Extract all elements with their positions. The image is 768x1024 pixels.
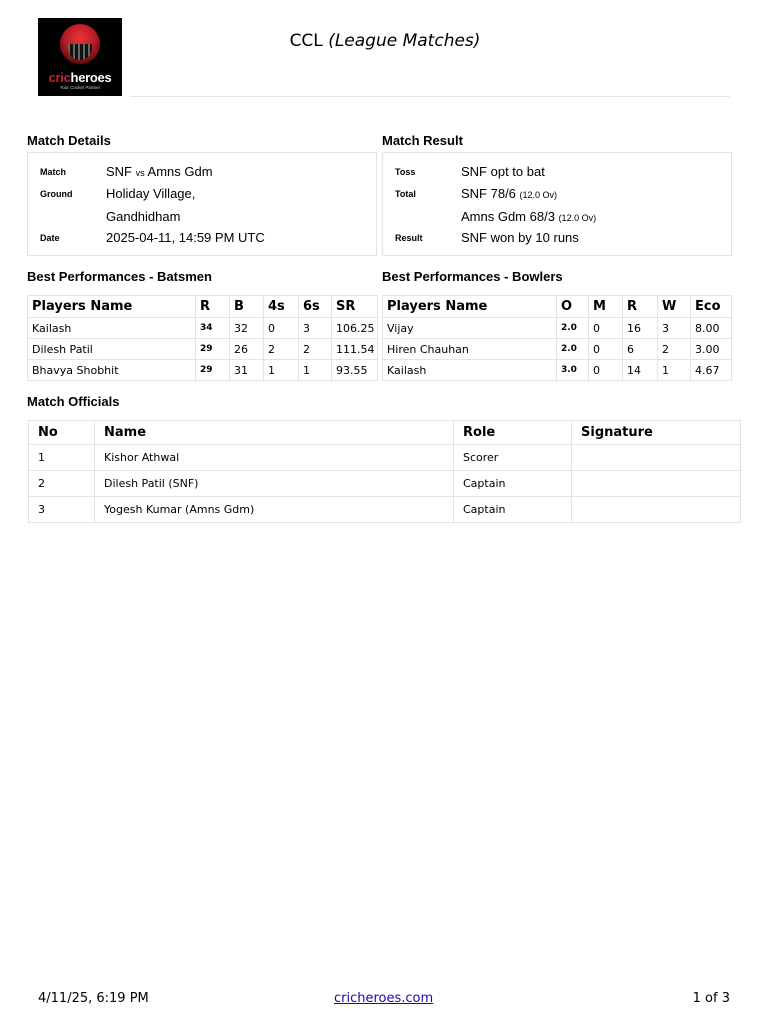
official-no: 3 <box>29 497 95 523</box>
col-strike-rate: SR <box>332 296 378 318</box>
runs: 29 <box>196 339 230 360</box>
runs: 14 <box>623 360 658 381</box>
match-result-title: Match Result <box>382 133 463 148</box>
table-row <box>383 339 732 360</box>
strike-rate: 106.25 <box>332 318 378 339</box>
cricheroes-logo <box>38 18 122 96</box>
col-maidens: M <box>589 296 623 318</box>
economy: 8.00 <box>691 318 732 339</box>
economy: 4.67 <box>691 360 732 381</box>
result-value: SNF won by 10 runs <box>461 230 579 245</box>
strike-rate: 93.55 <box>332 360 378 381</box>
table-row <box>28 339 378 360</box>
player-name: Dilesh Patil <box>28 339 196 360</box>
wickets: 3 <box>658 318 691 339</box>
officials-header-row <box>29 421 741 445</box>
col-runs: R <box>623 296 658 318</box>
total-team-b: Amns Gdm 68/3 (12.0 Ov) <box>461 209 597 224</box>
total-label: Total <box>395 189 416 199</box>
footer-link-wrap <box>334 991 433 1006</box>
overs: 2.0 <box>557 339 589 360</box>
strike-rate: 111.54 <box>332 339 378 360</box>
player-name: Kailash <box>383 360 557 381</box>
table-row <box>28 318 378 339</box>
bowlers-header-row <box>383 296 732 318</box>
bowlers-table <box>382 295 732 381</box>
batsmen-header-row <box>28 296 378 318</box>
sixes: 3 <box>299 318 332 339</box>
economy: 3.00 <box>691 339 732 360</box>
batsmen-title: Best Performances - Batsmen <box>27 269 212 284</box>
table-row <box>29 497 741 523</box>
ground-value-line2: Gandhidham <box>106 209 181 224</box>
ground-value-line1: Holiday Village, <box>106 186 196 201</box>
fours: 2 <box>264 339 299 360</box>
runs: 16 <box>623 318 658 339</box>
col-name: Name <box>95 421 454 445</box>
officials-table <box>28 420 741 523</box>
player-name: Bhavya Shobhit <box>28 360 196 381</box>
table-row <box>29 445 741 471</box>
col-economy: Eco <box>691 296 732 318</box>
table-row <box>383 360 732 381</box>
col-signature: Signature <box>572 421 741 445</box>
player-name: Hiren Chauhan <box>383 339 557 360</box>
header-divider <box>130 96 730 97</box>
official-role: Scorer <box>454 445 572 471</box>
balls: 31 <box>230 360 264 381</box>
ground-label: Ground <box>40 189 73 199</box>
runs: 29 <box>196 360 230 381</box>
table-row <box>29 471 741 497</box>
match-label: Match <box>40 167 67 177</box>
date-label: Date <box>40 233 60 243</box>
fours: 1 <box>264 360 299 381</box>
col-role: Role <box>454 421 572 445</box>
overs: 2.0 <box>557 318 589 339</box>
sixes: 2 <box>299 339 332 360</box>
col-sixes: 6s <box>299 296 332 318</box>
print-timestamp: 4/11/25, 6:19 PM <box>38 991 149 1006</box>
logo-wordmark: cricheroes <box>48 70 112 85</box>
col-balls: B <box>230 296 264 318</box>
fours: 0 <box>264 318 299 339</box>
maidens: 0 <box>589 318 623 339</box>
toss-value: SNF opt to bat <box>461 164 545 179</box>
official-name: Kishor Athwal <box>95 445 454 471</box>
table-row <box>28 360 378 381</box>
overs: 3.0 <box>557 360 589 381</box>
official-signature <box>572 445 741 471</box>
page-title <box>140 31 630 51</box>
col-players-name: Players Name <box>383 296 557 318</box>
maidens: 0 <box>589 360 623 381</box>
wickets: 2 <box>658 339 691 360</box>
sixes: 1 <box>299 360 332 381</box>
col-runs: R <box>196 296 230 318</box>
col-no: No <box>29 421 95 445</box>
wickets: 1 <box>658 360 691 381</box>
col-fours: 4s <box>264 296 299 318</box>
toss-label: Toss <box>395 167 416 177</box>
maidens: 0 <box>589 339 623 360</box>
result-label: Result <box>395 233 423 243</box>
official-signature <box>572 497 741 523</box>
official-no: 1 <box>29 445 95 471</box>
league-subtitle: (League Matches) <box>328 31 481 51</box>
official-role: Captain <box>454 497 572 523</box>
match-value: SNF vs Amns Gdm <box>106 164 213 179</box>
player-name: Vijay <box>383 318 557 339</box>
official-name: Dilesh Patil (SNF) <box>95 471 454 497</box>
col-overs: O <box>557 296 589 318</box>
runs: 34 <box>196 318 230 339</box>
player-name: Kailash <box>28 318 196 339</box>
table-row <box>383 318 732 339</box>
page-number: 1 of 3 <box>692 991 730 1006</box>
runs: 6 <box>623 339 658 360</box>
bowlers-title: Best Performances - Bowlers <box>382 269 563 284</box>
col-players-name: Players Name <box>28 296 196 318</box>
official-no: 2 <box>29 471 95 497</box>
official-role: Captain <box>454 471 572 497</box>
balls: 32 <box>230 318 264 339</box>
balls: 26 <box>230 339 264 360</box>
match-result-box <box>382 152 732 256</box>
officials-title: Match Officials <box>27 394 120 409</box>
batsmen-table <box>27 295 378 381</box>
match-details-box <box>27 152 377 256</box>
col-wickets: W <box>658 296 691 318</box>
logo-tagline: Your Cricket Partner <box>59 85 101 90</box>
total-team-a: SNF 78/6 (12.0 Ov) <box>461 186 558 201</box>
cricheroes-link[interactable]: cricheroes.com <box>334 991 434 1006</box>
match-details-title: Match Details <box>27 133 111 148</box>
date-value: 2025-04-11, 14:59 PM UTC <box>106 230 265 245</box>
official-signature <box>572 471 741 497</box>
league-name: CCL <box>289 31 323 51</box>
official-name: Yogesh Kumar (Amns Gdm) <box>95 497 454 523</box>
